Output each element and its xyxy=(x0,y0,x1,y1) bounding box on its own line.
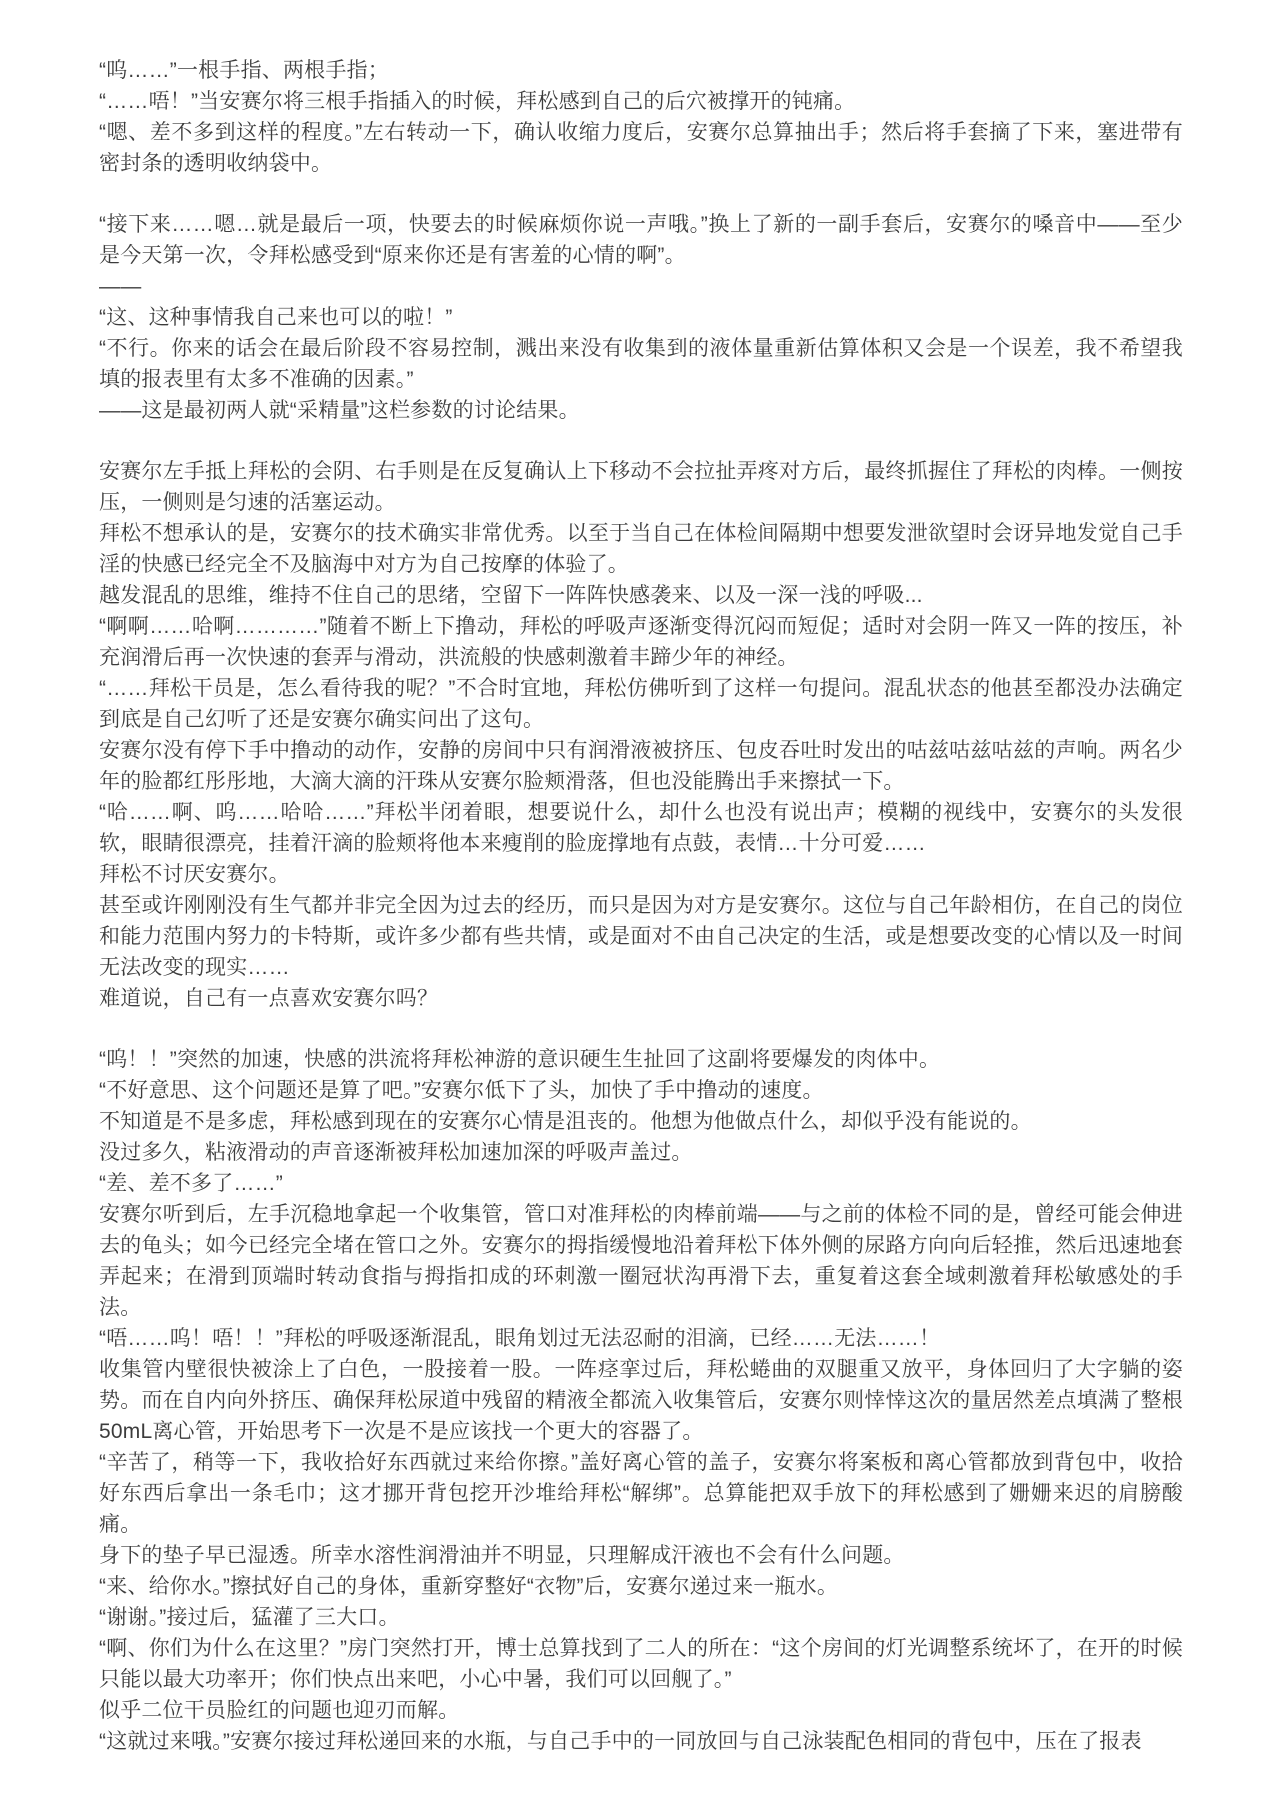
paragraph: “……拜松干员是，怎么看待我的呢？”不合时宜地，拜松仿佛听到了这样一句提问。混乱状态的他甚至都没办法确定到底是自己幻听了还是安赛尔确实问出了这句。 xyxy=(99,677,1183,731)
paragraph: “不好意思、这个问题还是算了吧。”安赛尔低下了头，加快了手中撸动的速度。 xyxy=(99,1079,824,1102)
paragraph: 难道说，自己有一点喜欢安赛尔吗？ xyxy=(99,987,439,1010)
paragraph: 安赛尔听到后，左手沉稳地拿起一个收集管，管口对准拜松的肉棒前端——与之前的体检不同的是，曾经可能会伸进去的龟头；如今已经完全堵在管口之外。安赛尔的拇指缓慢地沿着拜松下体外侧的尿路方向向后轻推，然后迅速地套弄起来；在滑到顶端时转动食指与拇指扣成的环刺激一圈冠状沟再滑下去，重复着这套全域刺激着拜松敏感处的手法。 xyxy=(99,1203,1183,1319)
paragraph: ——这是最初两人就“采精量”这栏参数的讨论结果。 xyxy=(99,399,580,422)
paragraph: 不知道是不是多虑，拜松感到现在的安赛尔心情是沮丧的。他想为他做点什么，却似乎没有能说的。 xyxy=(99,1110,1032,1133)
paragraph: 收集管内壁很快被涂上了白色，一股接着一股。一阵痉挛过后，拜松蜷曲的双腿重又放平，身体回归了大字躺的姿势。而在自内向外挤压、确保拜松尿道中残留的精液全都流入收集管后，安赛尔则悻悻这次的量居然差点填满了整根50mL离心管，开始思考下一次是不是应该找一个更大的容器了。 xyxy=(99,1358,1183,1443)
paragraph: 甚至或许刚刚没有生气都并非完全因为过去的经历，而只是因为对方是安赛尔。这位与自己年龄相仿，在自己的岗位和能力范围内努力的卡特斯，或许多少都有些共情，或是面对不由自己决定的生活，或是想要改变的心情以及一时间无法改变的现实…… xyxy=(99,894,1183,979)
paragraph: “接下来……嗯…就是最后一项，快要去的时候麻烦你说一声哦。”换上了新的一副手套后，安赛尔的嗓音中——至少是今天第一次，令拜松感受到“原来你还是有害羞的心情的啊”。 xyxy=(99,213,1183,267)
paragraph: 身下的垫子早已湿透。所幸水溶性润滑油并不明显，只理解成汗液也不会有什么问题。 xyxy=(99,1544,905,1567)
paragraph: 拜松不讨厌安赛尔。 xyxy=(99,863,290,886)
paragraph: “啊啊……哈啊…………”随着不断上下撸动，拜松的呼吸声逐渐变得沉闷而短促；适时对会阴一阵又一阵的按压，补充润滑后再一次快速的套弄与滑动，洪流般的快感刺激着丰蹄少年的神经。 xyxy=(99,615,1183,669)
paragraph: “呜……”一根手指、两根手指； xyxy=(99,59,389,82)
paragraph: “这、这种事情我自己来也可以的啦！” xyxy=(99,306,453,329)
paragraph: 拜松不想承认的是，安赛尔的技术确实非常优秀。以至于当自己在体检间隔期中想要发泄欲望时会讶异地发觉自己手淫的快感已经完全不及脑海中对方为自己按摩的体验了。 xyxy=(99,522,1183,576)
paragraph: “这就过来哦。”安赛尔接过拜松递回来的水瓶，与自己手中的一同放回与自己泳装配色相同的背包中，压在了报表 xyxy=(99,1730,1142,1753)
paragraph: 越发混乱的思维，维持不住自己的思绪，空留下一阵阵快感袭来、以及一深一浅的呼吸... xyxy=(99,584,923,607)
paragraph: “差、差不多了……” xyxy=(99,1172,283,1195)
paragraph: 似乎二位干员脸红的问题也迎刃而解。 xyxy=(99,1699,460,1722)
paragraph: “……唔！”当安赛尔将三根手指插入的时候，拜松感到自己的后穴被撑开的钝痛。 xyxy=(99,90,856,113)
paragraph: “哈……啊、呜……哈哈……”拜松半闭着眼，想要说什么，却什么也没有说出声；模糊的视线中，安赛尔的头发很软，眼睛很漂亮，挂着汗滴的脸颊将他本来瘦削的脸庞撑地有点鼓，表情…十分可爱…… xyxy=(99,801,1183,855)
paragraph: “嗯、差不多到这样的程度。”左右转动一下，确认收缩力度后，安赛尔总算抽出手；然后将手套摘了下来，塞进带有密封条的透明收纳袋中。 xyxy=(99,121,1183,175)
paragraph: 安赛尔没有停下手中撸动的动作，安静的房间中只有润滑液被挤压、包皮吞吐时发出的咕兹咕兹咕兹的声响。两名少年的脸都红彤彤地，大滴大滴的汗珠从安赛尔脸颊滑落，但也没能腾出手来擦拭一下。 xyxy=(99,739,1183,793)
paragraph: —— xyxy=(99,275,142,298)
paragraph: “不行。你来的话会在最后阶段不容易控制，溅出来没有收集到的液体量重新估算体积又会是一个误差，我不希望我填的报表里有太多不准确的因素。” xyxy=(99,337,1183,391)
paragraph: “啊、你们为什么在这里？”房门突然打开，博士总算找到了二人的所在：“这个房间的灯光调整系统坏了，在开的时候只能以最大功率开；你们快点出来吧，小心中暑，我们可以回舰了。” xyxy=(99,1637,1183,1691)
paragraph: “唔……呜！唔！！”拜松的呼吸逐渐混乱，眼角划过无法忍耐的泪滴，已经……无法……！ xyxy=(99,1327,941,1350)
paragraph: “谢谢。”接过后，猛灌了三大口。 xyxy=(99,1606,400,1629)
paragraph: 安赛尔左手抵上拜松的会阴、右手则是在反复确认上下移动不会拉扯弄疼对方后，最终抓握住了拜松的肉棒。一侧按压，一侧则是匀速的活塞运动。 xyxy=(99,460,1183,514)
paragraph-list xyxy=(99,55,1183,1757)
paragraph: 没过多久，粘液滑动的声音逐渐被拜松加速加深的呼吸声盖过。 xyxy=(99,1141,693,1164)
paragraph: “来、给你水。”擦拭好自己的身体，重新穿整好“衣物”后，安赛尔递过来一瓶水。 xyxy=(99,1575,839,1598)
paragraph: “辛苦了，稍等一下，我收拾好东西就过来给你擦。”盖好离心管的盖子，安赛尔将案板和离心管都放到背包中，收拾好东西后拿出一条毛巾；这才挪开背包挖开沙堆给拜松“解绑”。总算能把双手放下的拜松感到了姗姗来迟的肩膀酸痛。 xyxy=(99,1451,1183,1536)
paragraph: “呜！！”突然的加速，快感的洪流将拜松神游的意识硬生生扯回了这副将要爆发的肉体中。 xyxy=(99,1048,941,1071)
